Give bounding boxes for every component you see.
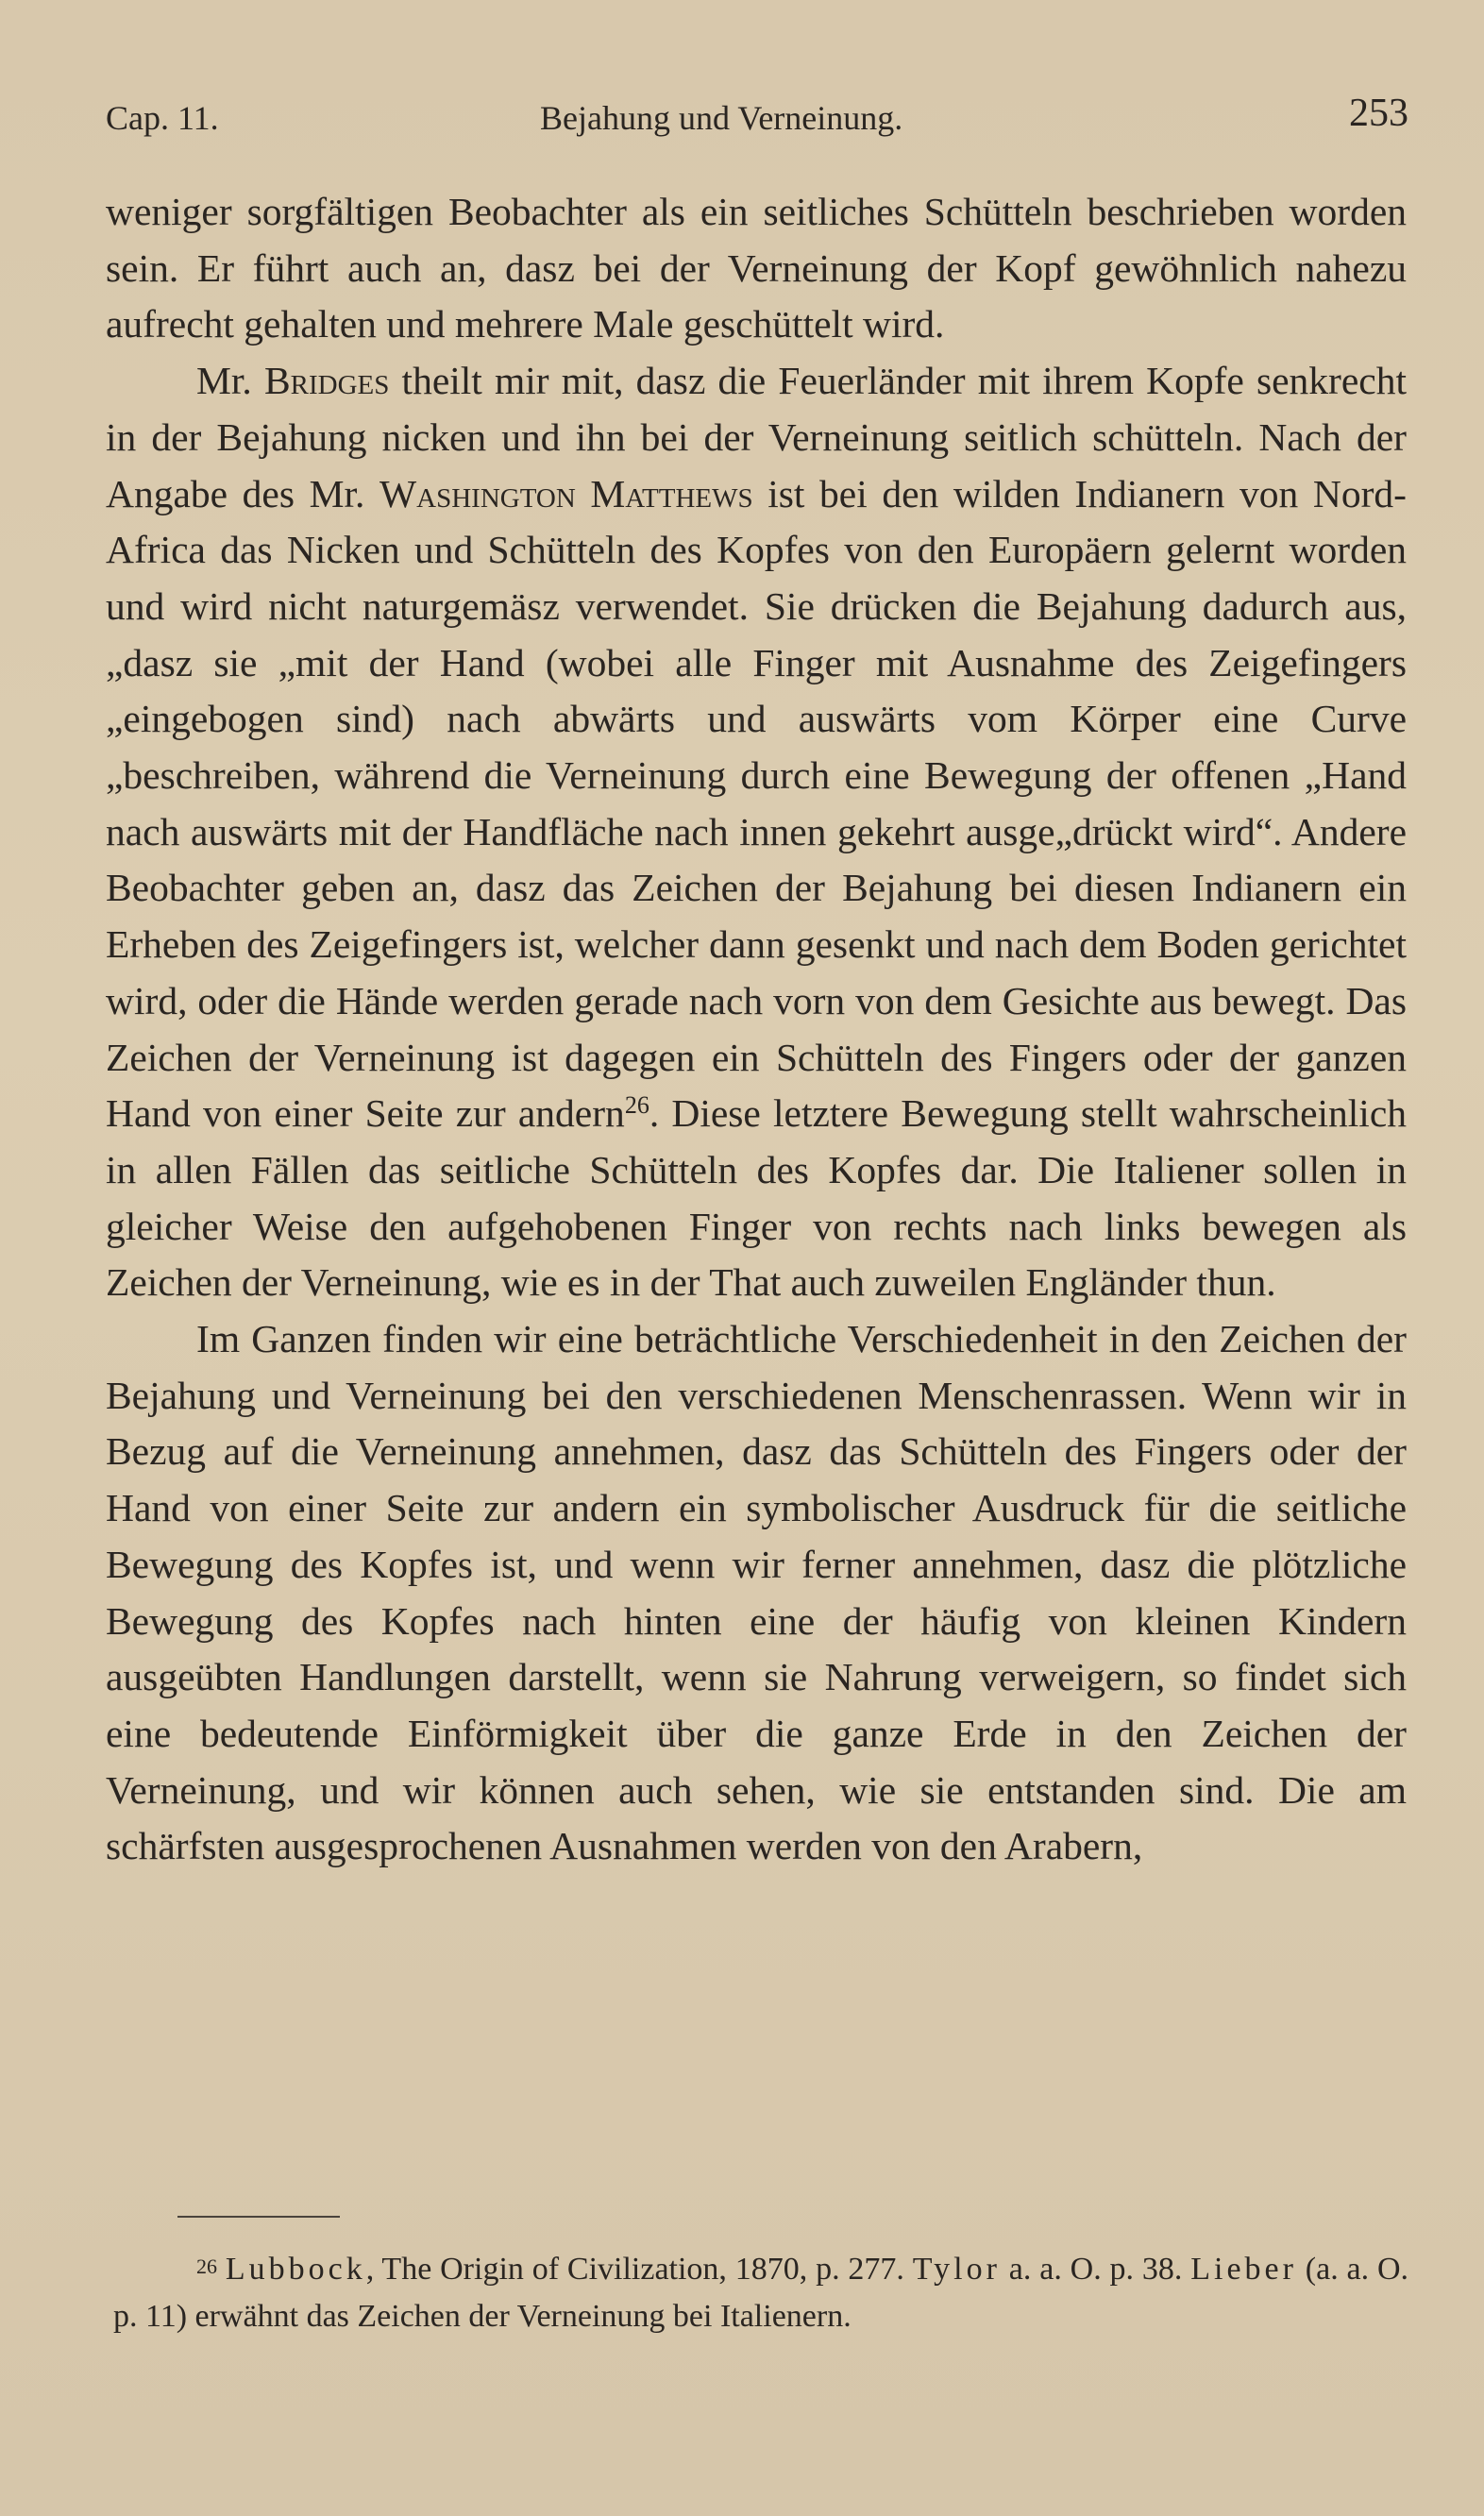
paragraph-continued: weniger sorgfältigen Beobachter als ein seitliches Schütteln beschrieben worden sein. Er führt auch an, dasz bei der Verneinung der Kopf gewöhnlich nahezu aufrecht gehalten und mehrere Male geschüttelt wird. bbox=[106, 190, 1407, 346]
footnote-text: a. a. O. p. 38. bbox=[1008, 2252, 1183, 2287]
footnote-text: (a. a. O. p. 11) erwähnt das Zeichen der Verneinung bei Italienern. bbox=[113, 2252, 1409, 2334]
paragraph-text: . Diese letztere Bewegung stellt wahrscheinlich in allen Fällen das seitliche Schütteln des Kopfes dar. Die Italiener sollen in gleicher Weise den aufgehobenen Finger von rechts nach links bewegen als Zeichen der Verneinung, wie es in der That auch zuweilen Engländer thun. bbox=[106, 1091, 1407, 1305]
page-number: 253 bbox=[1349, 92, 1408, 135]
footnote bbox=[113, 2243, 1408, 2340]
paragraph-text: ist bei den wilden Indianern von Nord-Africa das Nicken und Schütteln des Kopfes von den Europäern gelernt worden und wird nicht naturgemäsz verwendet. Sie drücken die Bejahung dadurch aus, „dasz sie „mit der Hand (wobei alle Finger mit Ausnahme des Zeigefingers „eingebogen sind) nach abwärts und auswärts vom Körper eine Curve „beschreiben, während die Verneinung durch eine Bewegung der offenen „Hand nach auswärts mit der Handfläche nach innen gekehrt ausge„drückt wird“. Andere Beobachter geben an, dasz das Zeichen der Bejahung bei diesen Indianern ein Erheben des Zeigefingers ist, welcher dann gesenkt und nach dem Boden gerichtet wird, oder die Hände werden gerade nach vorn von dem Gesichte aus bewegt. Das Zeichen der Verneinung ist dagegen ein Schütteln des Fingers oder der ganzen Hand von einer Seite zur andern bbox=[106, 471, 1407, 1136]
running-header bbox=[106, 91, 1408, 147]
main-text bbox=[106, 184, 1407, 1875]
footnote-author: Lieber bbox=[1190, 2252, 1297, 2287]
footnote-divider bbox=[177, 2216, 340, 2218]
footnote-author: Lubbock bbox=[225, 2252, 366, 2287]
footnote-reference: 26 bbox=[624, 1091, 649, 1120]
paragraph-im-ganzen: Im Ganzen finden wir eine beträchtliche Verschiedenheit in den Zeichen der Bejahung und Verneinung bei den verschiedenen Menschenrassen. Wenn wir in Bezug auf die Verneinung annehmen, dasz das Schütteln des Fingers oder der Hand von einer Seite zur andern ein symbolischer Ausdruck für die seitliche Bewegung des Kopfes ist, und wenn wir ferner annehmen, dasz die plötzliche Bewegung des Kopfes nach hinten eine der häufig von kleinen Kindern ausgeübten Handlungen darstellt, wenn sie Nahrung verweigern, so findet sich eine bedeutende Einförmigkeit über die ganze Erde in den Zeichen der Verneinung, und wir können auch sehen, wie sie entstanden sind. Die am schärfsten ausgesprochenen Ausnahmen werden von den Arabern, bbox=[106, 1317, 1407, 1868]
person-name: Washington Matthews bbox=[379, 471, 753, 515]
paragraph-text: theilt mir mit, dasz die Feuerländer mit ihrem Kopfe senkrecht in der Bejahung nicken und ihn bei der Verneinung seitlich schütteln. Nach der Angabe des Mr. bbox=[106, 359, 1407, 515]
chapter-label: Cap. 11. bbox=[106, 99, 219, 137]
running-title: Bejahung und Verneinung. bbox=[540, 99, 903, 137]
person-name: Bridges bbox=[263, 359, 390, 403]
paragraph-bridges bbox=[106, 353, 1407, 1311]
paragraph-text: Mr. bbox=[196, 359, 252, 403]
footnote-author: Tylor bbox=[912, 2252, 1001, 2287]
footnote-number: 26 bbox=[196, 2254, 217, 2278]
footnote-text: , The Origin of Civilization, 1870, p. 277. bbox=[365, 2252, 904, 2287]
